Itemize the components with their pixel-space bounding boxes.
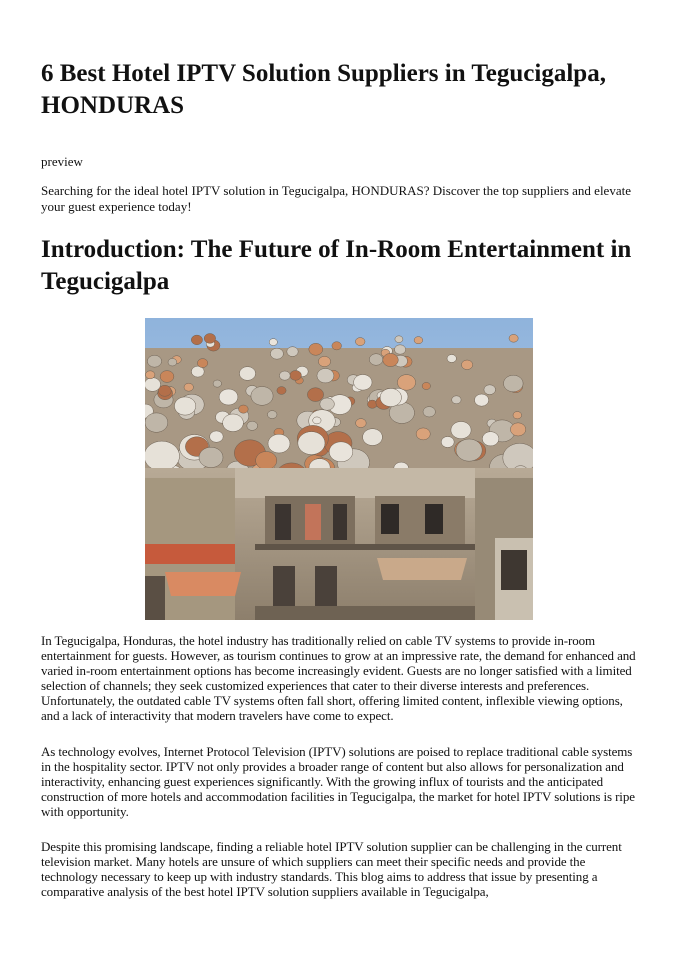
body-paragraph-2: As technology evolves, Internet Protocol Television (IPTV) solutions are poised to replace traditional cable systems in the hospitality sector. IPTV not only provides a broader range of content but also allows for personalization and interactivity, enhancing guest experiences significantly. With the growing influx of tourists and the anticipated construction of more hotels and accommodation facilities in Tegucigalpa, the market for hotel IPTV solutions is ripe with opportunity. (41, 744, 635, 819)
rooftop-satellite-dishes-photo (145, 318, 533, 620)
lead-paragraph: Searching for the ideal hotel IPTV solution in Tegucigalpa, HONDURAS? Discover the top suppliers and elevate your guest experience today! (41, 183, 631, 214)
body-paragraph-1: In Tegucigalpa, Honduras, the hotel industry has traditionally relied on cable TV systems to provide in-room entertainment for guests. However, as tourism continues to grow at an impressive rate, the demand for enhanced and varied in-room entertainment options has become increasingly evident. Guests are no longer satisfied with a limited selection of channels; they seek customized experiences that cater to their diverse interests and preferences. Unfortunately, the outdated cable TV systems often fall short, offering limited content, inflexible viewing options, and a lack of interactivity that modern travelers have come to expect. (41, 633, 636, 723)
preview-label: preview (41, 154, 83, 169)
section-heading: Introduction: The Future of In-Room Entertainment in Tegucigalpa (41, 236, 632, 295)
article-title: 6 Best Hotel IPTV Solution Suppliers in Tegucigalpa, HONDURAS (41, 60, 606, 119)
body-paragraph-3: Despite this promising landscape, finding a reliable hotel IPTV solution supplier can be challenging in the current television market. Many hotels are unsure of which suppliers can meet their specific needs and provide the technology necessary to keep up with industry standards. This blog aims to address that issue by presenting a comparative analysis of the best hotel IPTV solution suppliers available in Tegucigalpa, (41, 839, 622, 899)
